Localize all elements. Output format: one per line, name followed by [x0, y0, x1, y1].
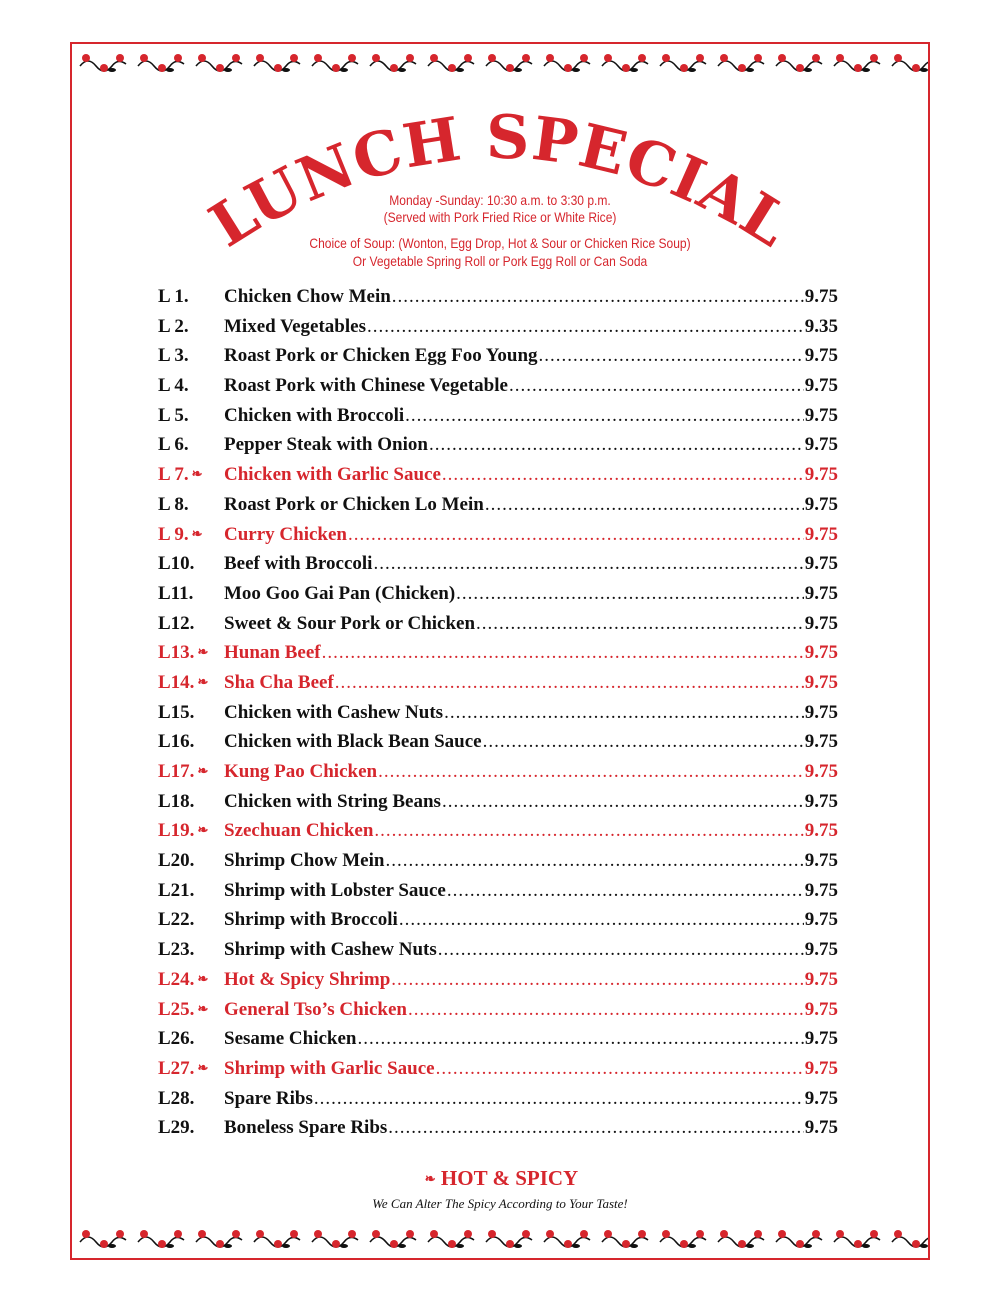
item-number-text: L 7.: [158, 464, 189, 486]
item-number-text: L14.: [158, 671, 195, 693]
flower-icon: [138, 1230, 184, 1248]
item-number-text: L17.: [158, 761, 195, 782]
menu-item: [158, 549, 838, 579]
dot-leader: [436, 1054, 804, 1084]
pepper-icon: ❧: [197, 763, 209, 778]
dot-leader: [405, 401, 804, 431]
flower-icon: [196, 1230, 242, 1248]
menu-item: [158, 282, 838, 312]
item-number-text: L11.: [158, 582, 194, 604]
pepper-icon: ❧: [197, 822, 209, 838]
item-name: Szechuan Chicken: [224, 820, 374, 842]
dot-leader: [335, 668, 804, 698]
item-number: [158, 549, 224, 579]
menu-item: [158, 430, 838, 460]
item-price: 9.75: [804, 998, 838, 1020]
pepper-icon: ❧: [197, 1000, 209, 1016]
item-number-text: L 2.: [158, 315, 189, 337]
item-name: Chicken with Broccoli: [224, 404, 405, 426]
item-number: [158, 520, 224, 551]
menu-list: [158, 282, 838, 1143]
menu-item: [158, 371, 838, 401]
item-number: [158, 965, 224, 996]
dot-leader: [391, 965, 803, 995]
item-number-text: L20.: [158, 850, 195, 872]
item-price: 9.75: [804, 850, 838, 872]
item-number-text: L18.: [158, 790, 195, 812]
flower-icon: [312, 1230, 358, 1248]
item-name: Shrimp Chow Mein: [224, 850, 385, 872]
item-number: [158, 787, 224, 817]
item-number: [158, 698, 224, 728]
item-name: Mixed Vegetables: [224, 315, 366, 337]
item-price: 9.75: [804, 642, 838, 664]
item-number: [158, 757, 224, 788]
item-price: 9.75: [804, 701, 838, 723]
item-price: 9.75: [804, 404, 838, 426]
hot-spicy-legend: [0, 1166, 1000, 1191]
dot-leader: [476, 609, 804, 639]
item-name: Roast Pork with Chinese Vegetable: [224, 375, 508, 397]
dot-leader: [378, 757, 804, 787]
item-name: Chicken Chow Mein: [224, 286, 391, 307]
item-number: [158, 1113, 224, 1143]
flower-icon: [80, 54, 126, 72]
item-name: Hot & Spicy Shrimp: [224, 968, 391, 990]
item-number: [158, 430, 224, 460]
item-name: Hunan Beef: [224, 642, 321, 664]
dot-leader: [539, 341, 804, 371]
item-price: 9.75: [804, 523, 838, 545]
item-number-text: L12.: [158, 612, 195, 634]
item-number-text: L10.: [158, 553, 195, 575]
item-number: [158, 727, 224, 757]
item-price: 9.75: [804, 582, 838, 604]
item-number-text: L15.: [158, 701, 195, 723]
item-price: 9.75: [804, 671, 838, 693]
menu-item: [158, 787, 838, 817]
item-number: [158, 1054, 224, 1085]
item-name: Sha Cha Beef: [224, 671, 334, 693]
menu-item: [158, 1024, 838, 1054]
item-name: Shrimp with Garlic Sauce: [224, 1057, 435, 1079]
pepper-icon: ❧: [424, 1171, 436, 1186]
hours-text: Monday -Sunday: 10:30 a.m. to 3:30 p.m.: [389, 192, 611, 208]
dot-leader: [357, 1024, 803, 1054]
item-name: Beef with Broccoli: [224, 553, 373, 575]
dot-leader: [442, 460, 804, 490]
item-number-text: L23.: [158, 939, 195, 961]
item-number: [158, 638, 224, 669]
pepper-icon: ❧: [191, 466, 203, 482]
dot-leader: [429, 430, 804, 460]
item-price: 9.75: [804, 1057, 838, 1079]
flower-icon: [544, 1230, 590, 1248]
item-number: [158, 282, 224, 312]
item-number-text: L21.: [158, 879, 195, 901]
menu-title-text: LUNCH SPECIAL: [198, 102, 802, 262]
menu-item: [158, 876, 838, 906]
pepper-icon: ❧: [197, 644, 209, 660]
item-price: 9.75: [804, 761, 838, 782]
flower-icon: [254, 1230, 300, 1248]
item-name: Roast Pork or Chicken Egg Foo Young: [224, 345, 538, 367]
item-number-text: L 3.: [158, 345, 189, 367]
item-price: 9.75: [804, 909, 838, 931]
dot-leader: [456, 579, 804, 609]
item-price: 9.75: [804, 493, 838, 515]
item-name: Roast Pork or Chicken Lo Mein: [224, 493, 484, 515]
soup-choice-text: Choice of Soup: (Wonton, Egg Drop, Hot & Sour or Chicken Rice Soup): [309, 235, 691, 251]
item-price: 9.75: [804, 345, 838, 367]
item-price: 9.75: [804, 464, 838, 486]
item-number: [158, 816, 224, 847]
item-number-text: L25.: [158, 998, 195, 1020]
item-number-text: L13.: [158, 642, 195, 664]
item-name: Shrimp with Broccoli: [224, 909, 398, 931]
item-name: Pepper Steak with Onion: [224, 434, 428, 456]
floral-border-bottom: [72, 1222, 928, 1256]
item-name: Boneless Spare Ribs: [224, 1117, 388, 1139]
item-number-text: L 8.: [158, 493, 189, 515]
dot-leader: [374, 816, 803, 846]
alternative-text: Or Vegetable Spring Roll or Pork Egg Roll or Can Soda: [352, 253, 648, 269]
item-name: Spare Ribs: [224, 1087, 313, 1109]
menu-item: [158, 401, 838, 431]
item-number-text: L16.: [158, 731, 195, 753]
flower-icon: [602, 1230, 648, 1248]
item-number: [158, 490, 224, 520]
flower-icon: [834, 1230, 880, 1248]
menu-item: [158, 816, 838, 846]
menu-item: [158, 905, 838, 935]
item-number-text: L22.: [158, 909, 195, 931]
flower-icon: [80, 1230, 126, 1248]
menu-item: [158, 698, 838, 728]
menu-item: [158, 1054, 838, 1084]
item-price: 9.75: [804, 1028, 838, 1050]
dot-leader: [388, 1113, 803, 1143]
menu-item: [158, 965, 838, 995]
item-number: [158, 668, 224, 699]
flower-icon: [892, 54, 928, 72]
menu-item: [158, 341, 838, 371]
item-name: Chicken with Cashew Nuts: [224, 701, 444, 723]
item-number: [158, 876, 224, 906]
menu-item: [158, 935, 838, 965]
item-number: [158, 460, 224, 491]
menu-item: [158, 609, 838, 639]
item-price: 9.75: [804, 553, 838, 575]
dot-leader: [348, 520, 804, 550]
item-name: Chicken with Black Bean Sauce: [224, 731, 482, 753]
dot-leader: [373, 549, 803, 579]
item-number-text: L 9.: [158, 523, 189, 545]
menu-item: [158, 757, 838, 787]
dot-leader: [322, 638, 804, 668]
menu-item: [158, 490, 838, 520]
dot-leader: [408, 995, 804, 1025]
item-price: 9.75: [804, 939, 838, 961]
item-number-text: L19.: [158, 820, 195, 842]
item-number: [158, 401, 224, 431]
flower-icon: [486, 1230, 532, 1248]
item-number-text: L27.: [158, 1057, 195, 1079]
item-price: 9.75: [804, 375, 838, 397]
menu-item: [158, 579, 838, 609]
item-price: 9.75: [804, 612, 838, 634]
spicy-note: We Can Alter The Spicy According to Your Taste!: [372, 1196, 628, 1211]
item-number: [158, 341, 224, 371]
item-name: Sesame Chicken: [224, 1028, 357, 1050]
pepper-icon: ❧: [197, 673, 209, 689]
item-number-text: L 4.: [158, 375, 189, 397]
item-name: Sweet & Sour Pork or Chicken: [224, 612, 476, 634]
item-number: [158, 371, 224, 401]
item-price: 9.35: [804, 315, 838, 337]
item-price: 9.75: [804, 879, 838, 901]
dot-leader: [385, 846, 803, 876]
menu-item: [158, 846, 838, 876]
item-name: Chicken with Garlic Sauce: [224, 464, 441, 486]
flower-icon: [718, 1230, 764, 1248]
dot-leader: [485, 490, 804, 520]
item-price: 9.75: [804, 968, 838, 990]
item-number: [158, 995, 224, 1026]
item-name: General Tso’s Chicken: [224, 998, 407, 1020]
item-number: [158, 579, 224, 609]
served-with-text: (Served with Pork Fried Rice or White Rice): [383, 209, 617, 225]
item-number-text: L 5.: [158, 404, 189, 426]
dot-leader: [399, 905, 804, 935]
item-number: [158, 905, 224, 935]
item-name: Shrimp with Lobster Sauce: [224, 879, 446, 901]
pepper-icon: ❧: [197, 970, 209, 986]
item-number: [158, 609, 224, 639]
dot-leader: [509, 371, 804, 401]
dot-leader: [367, 312, 804, 342]
flower-icon: [370, 1230, 416, 1248]
item-number-text: L26.: [158, 1028, 195, 1050]
item-number: [158, 846, 224, 876]
menu-item: [158, 1084, 838, 1114]
flower-icon: [776, 1230, 822, 1248]
item-price: 9.75: [804, 820, 838, 842]
flower-icon: [892, 1230, 928, 1248]
dot-leader: [314, 1084, 804, 1114]
item-number-text: L 1.: [158, 286, 189, 307]
menu-item: [158, 995, 838, 1025]
item-price: 9.75: [804, 731, 838, 753]
item-number: [158, 1024, 224, 1054]
item-number-text: L28.: [158, 1087, 195, 1109]
dot-leader: [447, 876, 804, 906]
dot-leader: [392, 282, 804, 312]
menu-item: [158, 460, 838, 490]
item-name: Shrimp with Cashew Nuts: [224, 939, 437, 961]
dot-leader: [444, 698, 804, 728]
flower-icon: [660, 1230, 706, 1248]
item-price: 9.75: [804, 286, 838, 307]
menu-item: [158, 638, 838, 668]
legend-label: HOT & SPICY: [440, 1166, 579, 1190]
pepper-icon: ❧: [191, 525, 203, 541]
flower-icon: [428, 1230, 474, 1248]
item-number-text: L24.: [158, 968, 195, 990]
menu-item: [158, 312, 838, 342]
item-number: [158, 1084, 224, 1114]
item-price: 9.75: [804, 790, 838, 812]
item-price: 9.75: [804, 434, 838, 456]
dot-leader: [442, 787, 804, 817]
menu-item: [158, 1113, 838, 1143]
menu-item: [158, 668, 838, 698]
item-number-text: L 6.: [158, 434, 189, 456]
item-number: [158, 935, 224, 965]
dot-leader: [483, 727, 804, 757]
item-name: Chicken with String Beans: [224, 790, 441, 812]
item-name: Moo Goo Gai Pan (Chicken): [224, 582, 456, 604]
item-name: Curry Chicken: [224, 523, 347, 545]
pepper-icon: ❧: [197, 1059, 209, 1075]
item-number: [158, 312, 224, 342]
item-number-text: L29.: [158, 1117, 195, 1139]
item-name: Kung Pao Chicken: [224, 761, 378, 782]
dot-leader: [438, 935, 804, 965]
item-price: 9.75: [804, 1117, 838, 1139]
menu-item: [158, 727, 838, 757]
item-price: 9.75: [804, 1087, 838, 1109]
menu-item: [158, 520, 838, 550]
